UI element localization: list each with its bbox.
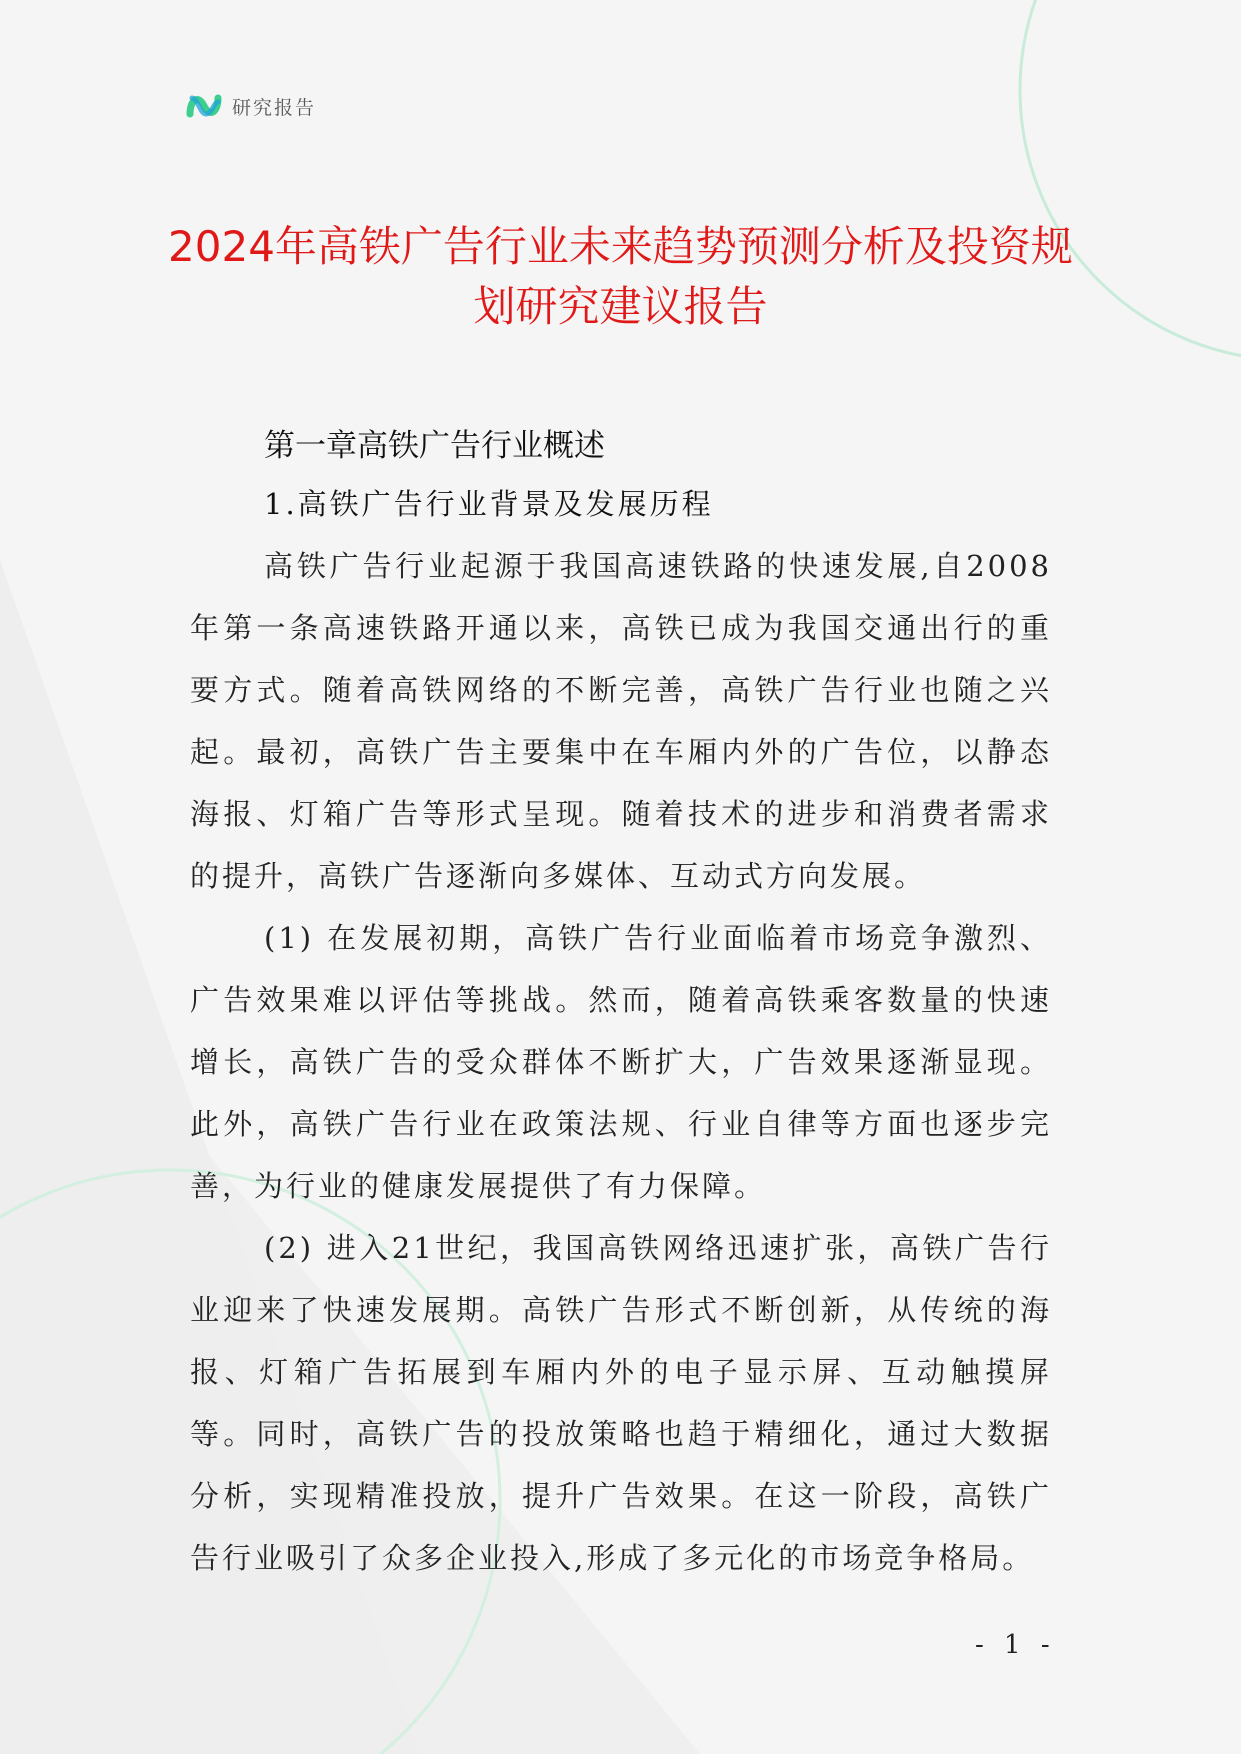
paragraph: (1) 在发展初期，高铁广告行业面临着市场竞争激烈、广告效果难以评估等挑战。然而，随着高铁乘客数量的快速增长，高铁广告的受众群体不断扩大，广告效果逐渐显现。此外，高铁广告行业在政策法规、行业自律等方面也逐步完善，为行业的健康发展提供了有力保障。	[190, 921, 1052, 1203]
page-number: - 1 -	[975, 1630, 1056, 1660]
brand-logo-icon	[186, 88, 222, 124]
chapter-heading: 第一章高铁广告行业概述	[264, 428, 605, 464]
body-text	[190, 535, 1052, 1589]
section-heading: 1.高铁广告行业背景及发展历程	[264, 487, 714, 521]
header-label: 研究报告	[232, 96, 317, 119]
header	[186, 88, 316, 124]
paragraph: 高铁广告行业起源于我国高速铁路的快速发展,自2008年第一条高速铁路开通以来，高铁已成为我国交通出行的重要方式。随着高铁网络的不断完善，高铁广告行业也随之兴起。最初，高铁广告主要集中在车厢内外的广告位，以静态海报、灯箱广告等形式呈现。随着技术的进步和消费者需求的提升，高铁广告逐渐向多媒体、互动式方向发展。	[190, 549, 1052, 893]
document-title: 2024年高铁广告行业未来趋势预测分析及投资规划研究建议报告	[168, 222, 1073, 331]
paragraph: (2) 进入21世纪，我国高铁网络迅速扩张，高铁广告行业迎来了快速发展期。高铁广告形式不断创新，从传统的海报、灯箱广告拓展到车厢内外的电子显示屏、互动触摸屏等。同时，高铁广告的投放策略也趋于精细化，通过大数据分析，实现精准投放，提升广告效果。在这一阶段，高铁广告行业吸引了众多企业投入,形成了多元化的市场竞争格局。	[190, 1231, 1052, 1575]
